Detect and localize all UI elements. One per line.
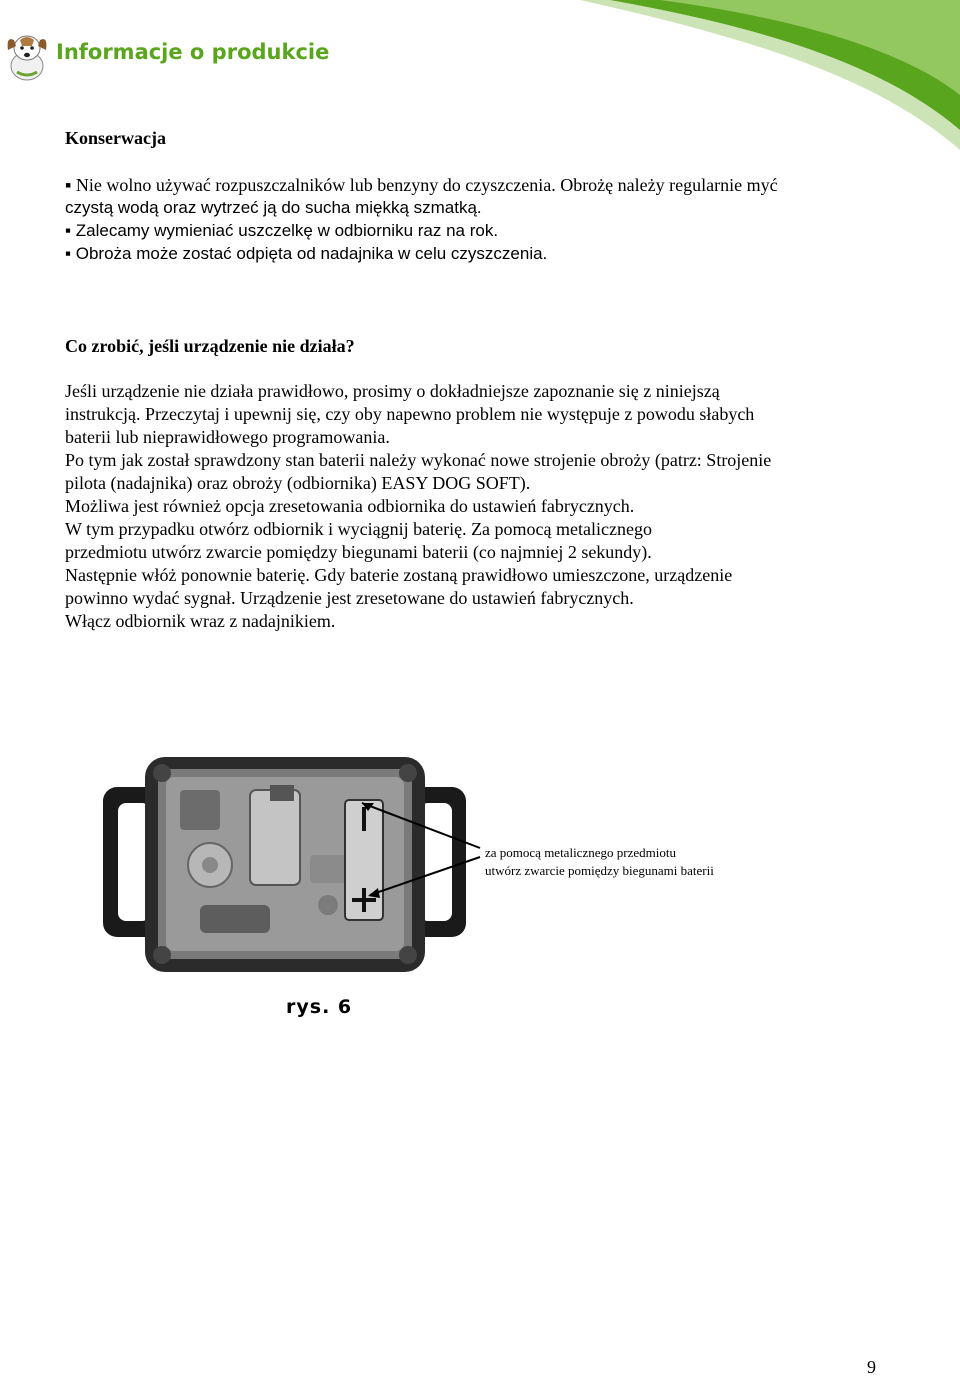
troubleshooting-line-8: przedmiotu utwórz zwarcie pomiędzy biegunami baterii (co najmniej 2 sekundy). (65, 542, 652, 562)
troubleshooting-line-6: Możliwa jest również opcja zresetowania odbiornika do ustawień fabrycznych. (65, 496, 635, 516)
figure-note-line-1: za pomocą metalicznego przedmiotu (485, 845, 676, 860)
troubleshooting-line-2: instrukcją. Przeczytaj i upewnij się, czy oby napewno problem nie występuje z powodu słabych (65, 404, 755, 424)
troubleshooting-heading: Co zrobić, jeśli urządzenie nie działa? (65, 336, 355, 356)
troubleshooting-line-5: pilota (nadajnika) oraz obroży (odbiornika) EASY DOG SOFT). (65, 473, 531, 493)
maintenance-line-1: ▪ Nie wolno używać rozpuszczalników lub benzyny do czyszczenia. Obrożę należy regularnie myć (65, 175, 778, 195)
maintenance-line-2: czystą wodą oraz wytrzeć ją do sucha miękką szmatką. (65, 198, 482, 217)
maintenance-line-3: ▪ Zalecamy wymieniać uszczelkę w odbiorniku raz na rok. (65, 221, 499, 240)
troubleshooting-line-1: Jeśli urządzenie nie działa prawidłowo, prosimy o dokładniejsze zapoznanie się z niniejszą (65, 381, 720, 401)
troubleshooting-line-9: Następnie włóż ponownie baterię. Gdy baterie zostaną prawidłowo umieszczone, urządzenie (65, 565, 733, 585)
troubleshooting-line-11: Włącz odbiornik wraz z nadajnikiem. (65, 611, 336, 631)
header-swoosh-decoration (280, 0, 960, 160)
receiver-open-figure (100, 745, 760, 985)
page-header (0, 0, 960, 110)
troubleshooting-line-4: Po tym jak został sprawdzony stan baterii należy wykonać nowe strojenie obroży (patrz: Strojenie (65, 450, 772, 470)
figure-note-line-2: utwórz zwarcie pomiędzy biegunami baterii (485, 863, 714, 878)
header-title: Informacje o produkcie (56, 40, 330, 64)
troubleshooting-line-7: W tym przypadku otwórz odbiornik i wyciągnij baterię. Za pomocą metalicznego (65, 519, 652, 539)
maintenance-heading: Konserwacja (65, 128, 166, 148)
page-number: 9 (867, 1357, 876, 1377)
figure-caption: rys. 6 (286, 996, 353, 1018)
troubleshooting-line-3: baterii lub nieprawidłowego programowania. (65, 427, 390, 447)
dog-logo-icon (2, 26, 52, 82)
maintenance-line-4: ▪ Obroża może zostać odpięta od nadajnika w celu czyszczenia. (65, 244, 548, 263)
troubleshooting-line-10: powinno wydać sygnał. Urządzenie jest zresetowane do ustawień fabrycznych. (65, 588, 634, 608)
